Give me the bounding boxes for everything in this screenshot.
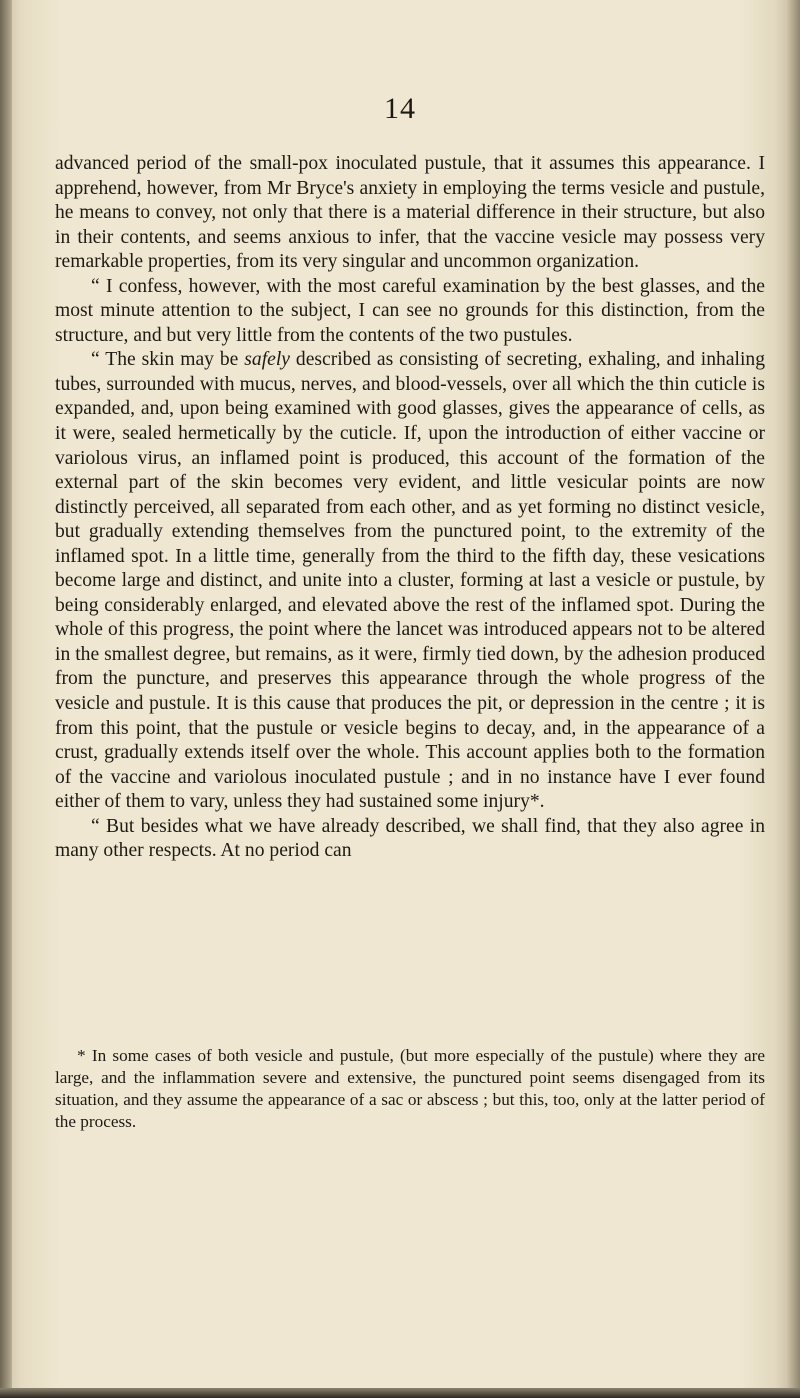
paragraph-4: “ But besides what we have already described, we shall find, that they also agree in many other respects. At no period can xyxy=(55,815,765,862)
paragraph-3-start: “ The skin may be xyxy=(91,349,245,371)
page-number: 14 xyxy=(384,92,416,125)
paragraph-3 xyxy=(55,348,765,814)
page-edge xyxy=(786,0,800,1398)
binding-edge xyxy=(0,0,12,1398)
main-text xyxy=(55,152,765,864)
paragraph-2: “ I confess, however, with the most careful examination by the best glasses, and the most minute attention to the subject, I can see no grounds for this distinction, from the structure, and but very little from the contents of the two pustules. xyxy=(55,275,765,346)
footnote-text: * In some cases of both vesicle and pustule, (but more especially of the pustule) where they are large, and the inflammation severe and extensive, the punctured point seems disengaged from its situation, and they assume the appearance of a sac or abscess ; but this, too, only at the latter period of the process. xyxy=(55,1046,765,1131)
paragraph-3-rest: described as consisting of secreting, exhaling, and inhaling tubes, surrounded with mucus, nerves, and blood-vessels, over all which the thin cuticle is expanded, and, upon being examined with good glasses, gives the appearance of cells, as it were, sealed hermetically by the cuticle. If, upon the introduction of either vaccine or variolous virus, an inflamed point is produced, this account of the formation of the external part of the skin becomes very evident, and little vesicular points are now distinctly perceived, all separated from each other, and as yet forming no distinct vesicle, but gradually extending themselves from the punctured point, to the extremity of the inflamed spot. In a little time, generally from the third to the fifth day, these vesications become large and distinct, and unite into a cluster, forming at last a vesicle or pustule, by being considerably enlarged, and elevated above the rest of the inflamed spot. During the whole of this progress, the point where the lancet was introduced appears not to be altered in the smallest degree, but remains, as it were, firmly tied down, by the adhesion produced from the puncture, and preserves this appearance through the whole progress of the vesicle and pustule. It is this cause that produces the pit, or depression in the centre ; it is from this point, that the pustule or vesicle begins to decay, and, in the appearance of a crust, gradually extends itself over the whole. This account applies both to the formation of the vaccine and variolous inoculated pustule ; and in no instance have I ever found either of them to vary, unless they had sustained some injury*. xyxy=(55,349,765,813)
paragraph-1: advanced period of the small-pox inoculated pustule, that it assumes this appearance. I apprehend, however, from Mr Bryce's anxiety in employing the terms vesicle and pustule, he means to convey, not only that there is a material difference in their structure, but also in their contents, and seems anxious to infer, that the vaccine vesicle may possess very remarkable properties, from its very singular and uncommon organization. xyxy=(55,153,765,273)
footnote xyxy=(55,1045,765,1133)
paragraph-3-italic: safely xyxy=(244,349,290,371)
bottom-edge xyxy=(0,1388,800,1398)
